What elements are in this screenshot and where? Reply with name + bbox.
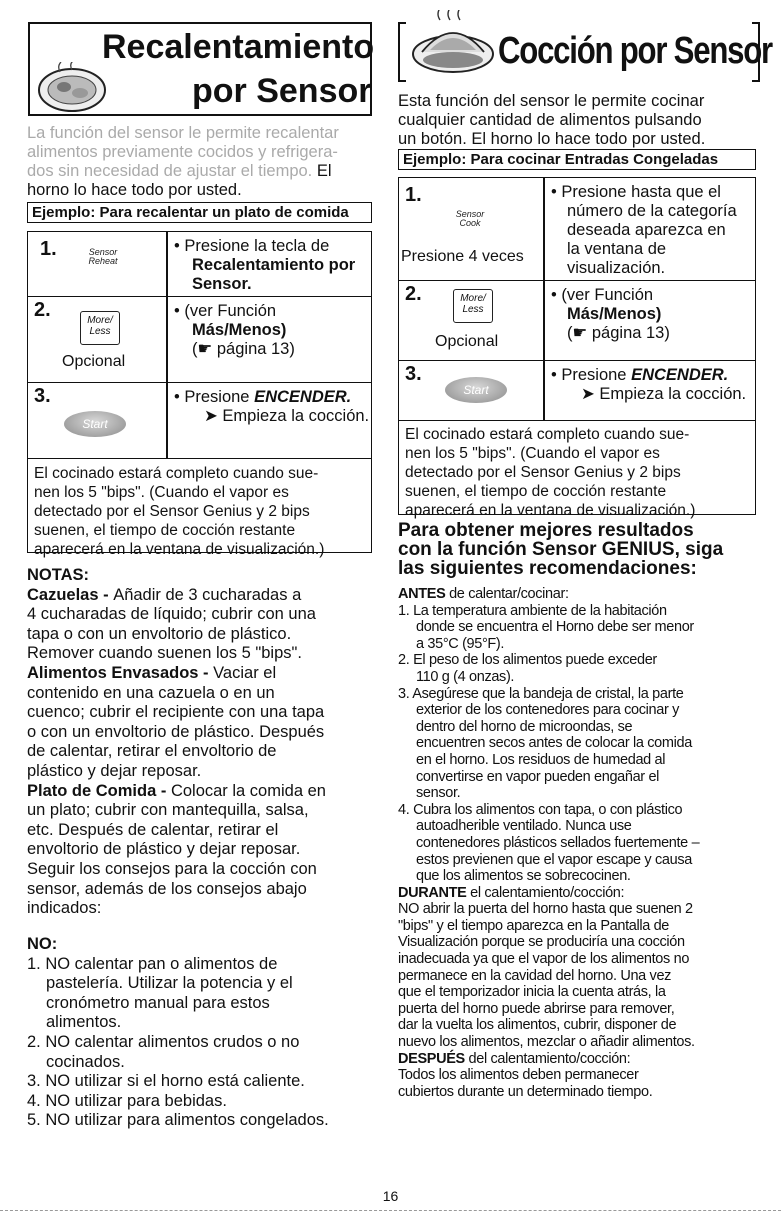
no-line: cronómetro manual para estos: [46, 993, 270, 1012]
note-line: Seguir los consejos para la cocción con: [27, 859, 317, 878]
optional-label: Opcional: [62, 353, 126, 370]
tips-line: 1. La temperatura ambiente de la habitación: [398, 602, 667, 619]
tips-line: del calentamiento/cocción:: [464, 1050, 631, 1067]
key-label: More/: [87, 315, 113, 326]
tips-line: 4. Cubra los alimentos con tapa, o con plástico: [398, 801, 683, 818]
tips-line: Todos los alimentos deben permanecer: [398, 1067, 639, 1084]
desc-line: deseada aparezca en: [567, 221, 726, 239]
notas-section: [27, 566, 372, 919]
note-line: detectado por el Sensor Genius y 2 bips: [405, 464, 681, 481]
more-less-key: [80, 311, 120, 345]
note-line: Colocar la comida en: [170, 781, 326, 800]
no-line: 5. NO utilizar para alimentos congelados.: [27, 1111, 329, 1130]
note-line: sensor, además de los consejos abajo: [27, 879, 307, 898]
desc-line: • Presione hasta que el: [551, 183, 721, 201]
desc-line: (☛ página 13): [192, 340, 295, 358]
step-note: [399, 425, 755, 520]
intro-line: cualquier cantidad de alimentos pulsando: [398, 111, 702, 129]
reheat-title-line1: Recalentamiento: [102, 28, 375, 66]
tips-line: cubiertos durante un determinado tiempo.: [398, 1083, 653, 1100]
key-label: Sensor: [455, 209, 485, 219]
notas-heading: NOTAS:: [27, 566, 90, 584]
no-section: [27, 935, 372, 1131]
desc-line: • Presione: [174, 388, 255, 406]
tips-heading-line: las siguientes recomendaciones:: [398, 558, 697, 579]
step-row: [28, 232, 371, 296]
tips-line: 3. Asegúrese que la bandeja de cristal, la parte: [398, 685, 684, 702]
step-number: 1.: [405, 184, 422, 206]
key-label: Sensor: [88, 247, 118, 257]
no-line: 3. NO utilizar si el horno está caliente.: [27, 1072, 305, 1091]
desc-line: ➤ Empieza la cocción.: [581, 385, 747, 403]
note-line: contenido en una cazuela o en un: [27, 683, 275, 702]
step-row: [28, 382, 371, 458]
desc-emphasis: ENCENDER.: [254, 388, 352, 406]
reheat-intro: [27, 124, 372, 200]
tips-line: estos previenen que el vapor escape y causa: [416, 851, 692, 868]
plate-icon: [36, 62, 108, 114]
cook-example-heading: Ejemplo: Para cocinar Entradas Congeladas: [398, 149, 756, 170]
desc-line: ➤ Empieza la cocción.: [204, 407, 370, 425]
page-number: 16: [382, 1188, 399, 1204]
key-label: Cook: [459, 218, 481, 228]
step-description: [551, 366, 757, 404]
start-key: Start: [64, 411, 126, 437]
sensor-cook-key: [447, 210, 493, 228]
desc-line: (☛ página 13): [567, 324, 670, 342]
note-term: Plato de Comida -: [27, 781, 171, 800]
tips-heading-line: con la función Sensor GENIUS, siga: [398, 539, 724, 560]
note-line: Remover cuando suenen los 5 "bips".: [27, 644, 302, 663]
no-heading: NO:: [27, 935, 58, 953]
desc-line: • Presione la tecla de: [174, 237, 330, 255]
note-line: 4 cucharadas de líquido; cubrir con una: [27, 605, 316, 624]
key-label: More/: [460, 293, 486, 304]
tips-line: 2. El peso de los alimentos puede exceder: [398, 652, 657, 669]
note-line: El cocinado estará completo cuando sue-: [34, 465, 319, 482]
step-description: [551, 286, 755, 343]
key-label: Less: [89, 326, 111, 337]
tips-line: permanece en la cavidad del horno. Una vez: [398, 967, 672, 984]
note-line: aparecerá en la ventana de visualización.): [405, 502, 696, 519]
tips-line: Visualización porque se produciría una cocción: [398, 934, 685, 951]
note-line: indicados:: [27, 899, 102, 918]
note-line: detectado por el Sensor Genius y 2 bips: [34, 503, 310, 520]
note-line: etc. Después de calentar, retirar el: [27, 820, 279, 839]
desc-line: • (ver Función: [551, 286, 654, 304]
cook-intro: [398, 92, 763, 149]
intro-line: un botón. El horno lo hace todo por usted.: [398, 130, 706, 148]
note-line: cuenco; cubrir el recipiente con una tapa: [27, 703, 325, 722]
covered-dish-icon: [410, 10, 496, 82]
tips-line: encuentren secos antes de colocar la comida: [416, 735, 692, 752]
desc-line: Sensor.: [192, 275, 252, 293]
desc-line: • Presione: [551, 366, 632, 384]
tips-line: que los alimentos se sobrecocinen.: [416, 868, 631, 885]
step-number: 2.: [405, 283, 422, 305]
note-term: Cazuelas -: [27, 585, 114, 604]
tips-line: que el temporizador inicia la cuenta atrás, la: [398, 984, 666, 1001]
step-number: 3.: [405, 363, 422, 385]
tips-line: exterior de los contenedores para cocinar y: [416, 702, 680, 719]
desc-line: número de la categoría: [567, 202, 737, 220]
step-row: [399, 178, 755, 280]
reheat-title-box: [28, 22, 375, 116]
tips-line: a 35°C (95°F).: [416, 635, 505, 652]
no-line: alimentos.: [46, 1013, 122, 1032]
note-line: suenen, el tiempo de cocción restante: [405, 483, 667, 500]
tips-line: el calentamiento/cocción:: [466, 884, 625, 901]
desc-line: Más/Menos): [567, 305, 662, 323]
step-row: [399, 360, 755, 420]
note-line: tapa o con un envoltorio de plástico.: [27, 624, 292, 643]
step-description: [174, 388, 373, 426]
step-description: [174, 237, 369, 294]
cook-title-box: [398, 22, 772, 82]
no-line: 1. NO calentar pan o alimentos de: [27, 954, 278, 973]
step-number: 1.: [40, 238, 57, 260]
step-number: 2.: [34, 299, 51, 321]
no-line: 2. NO calentar alimentos crudos o no: [27, 1032, 300, 1051]
tips-line: NO abrir la puerta del horno hasta que suenen 2: [398, 901, 693, 918]
note-line: un plato; cubrir con mantequilla, salsa,: [27, 801, 309, 820]
no-line: pastelería. Utilizar la potencia y el: [46, 974, 293, 993]
reheat-example-heading: Ejemplo: Para recalentar un plato de comida: [27, 202, 372, 223]
tips-heading: [398, 521, 763, 578]
tips-term: DESPUÉS: [398, 1050, 465, 1067]
tips-heading-line: Para obtener mejores resultados: [398, 520, 694, 541]
tips-line: inadecuada ya que el vapor de los alimentos no: [398, 951, 690, 968]
desc-line: visualización.: [567, 259, 666, 277]
key-label: Less: [462, 304, 484, 315]
note-line: suenen, el tiempo de cocción restante: [34, 522, 296, 539]
reheat-title-line2: por Sensor: [192, 72, 372, 110]
tips-line: de calentar/cocinar:: [445, 586, 569, 602]
no-line: cocinados.: [46, 1052, 125, 1071]
desc-line: • (ver Función: [174, 302, 277, 320]
step-note-row: [399, 420, 755, 519]
note-term: Alimentos Envasados -: [27, 663, 214, 682]
tips-line: 110 g (4 onzas).: [416, 668, 515, 685]
step-description: [174, 302, 369, 359]
step-note-row: [28, 458, 371, 558]
note-line: Añadir de 3 cucharadas a: [113, 585, 302, 604]
tips-line: convertirse en vapor pueden engañar el: [416, 768, 660, 785]
cook-steps-table: [398, 177, 756, 519]
note-line: nen los 5 "bips". (Cuando el vapor es: [405, 445, 660, 462]
tips-term: ANTES: [398, 586, 446, 602]
note-line: o con un envoltorio de plástico. Después: [27, 722, 325, 741]
tips-line: nuevo los alimentos, mezclar o añadir alimentos.: [398, 1034, 695, 1051]
optional-label: Opcional: [435, 333, 499, 350]
desc-line: la ventana de: [567, 240, 667, 258]
sensor-reheat-key: [80, 248, 126, 266]
tips-line: sensor.: [416, 785, 461, 802]
reheat-steps-table: [27, 231, 372, 558]
note-line: de calentar, retirar el envoltorio de: [27, 742, 277, 761]
key-label: Reheat: [88, 256, 118, 266]
tips-body: [398, 586, 763, 1100]
step-description: [551, 183, 755, 278]
note-line: Vaciar el: [213, 663, 277, 682]
note-line: aparecerá en la ventana de visualización.): [34, 541, 325, 558]
no-line: 4. NO utilizar para bebidas.: [27, 1091, 227, 1110]
tips-line: donde se encuentra el Horno debe ser menor: [416, 619, 694, 636]
tips-line: "bips" y el tiempo aparezca en la Pantalla de: [398, 917, 670, 934]
start-key: Start: [445, 377, 507, 403]
desc-line: Recalentamiento por: [192, 256, 356, 274]
tips-line: puerta del horno puede abrirse para remover,: [398, 1000, 675, 1017]
more-less-key: [453, 289, 493, 323]
press-count-label: Presione 4 veces: [401, 248, 524, 265]
intro-line: La función del sensor le permite recalentar: [27, 124, 339, 142]
intro-line: horno lo hace todo por usted.: [27, 181, 242, 199]
bottom-rule: [0, 1210, 781, 1211]
note-line: envoltorio de plástico y dejar reposar.: [27, 840, 301, 859]
step-note: [28, 464, 371, 559]
step-number: 3.: [34, 385, 51, 407]
intro-line: Esta función del sensor le permite cocinar: [398, 92, 705, 110]
step-row: [399, 280, 755, 360]
intro-line: El: [312, 162, 332, 180]
intro-line: alimentos previamente cocidos y refrigera-: [27, 143, 338, 161]
tips-line: autoadherible ventilado. Nunca use: [416, 818, 632, 835]
desc-line: Más/Menos): [192, 321, 287, 339]
tips-line: contenedores plásticos sellados fuertemente –: [416, 834, 700, 851]
tips-line: dentro del horno de microondas, se: [416, 718, 633, 735]
note-line: nen los 5 "bips". (Cuando el vapor es: [34, 484, 289, 501]
tips-term: DURANTE: [398, 884, 467, 901]
desc-emphasis: ENCENDER.: [631, 366, 729, 384]
tips-line: dar la vuelta los alimentos, cubrir, disponer de: [398, 1017, 677, 1034]
step-row: [28, 296, 371, 382]
intro-line: dos sin necesidad de ajustar el tiempo.: [27, 162, 313, 180]
note-line: El cocinado estará completo cuando sue-: [405, 426, 690, 443]
note-line: plástico y dejar reposar.: [27, 761, 202, 780]
tips-line: en el horno. Los residuos de humedad al: [416, 751, 666, 768]
cook-title: Cocción por Sensor: [498, 30, 772, 72]
